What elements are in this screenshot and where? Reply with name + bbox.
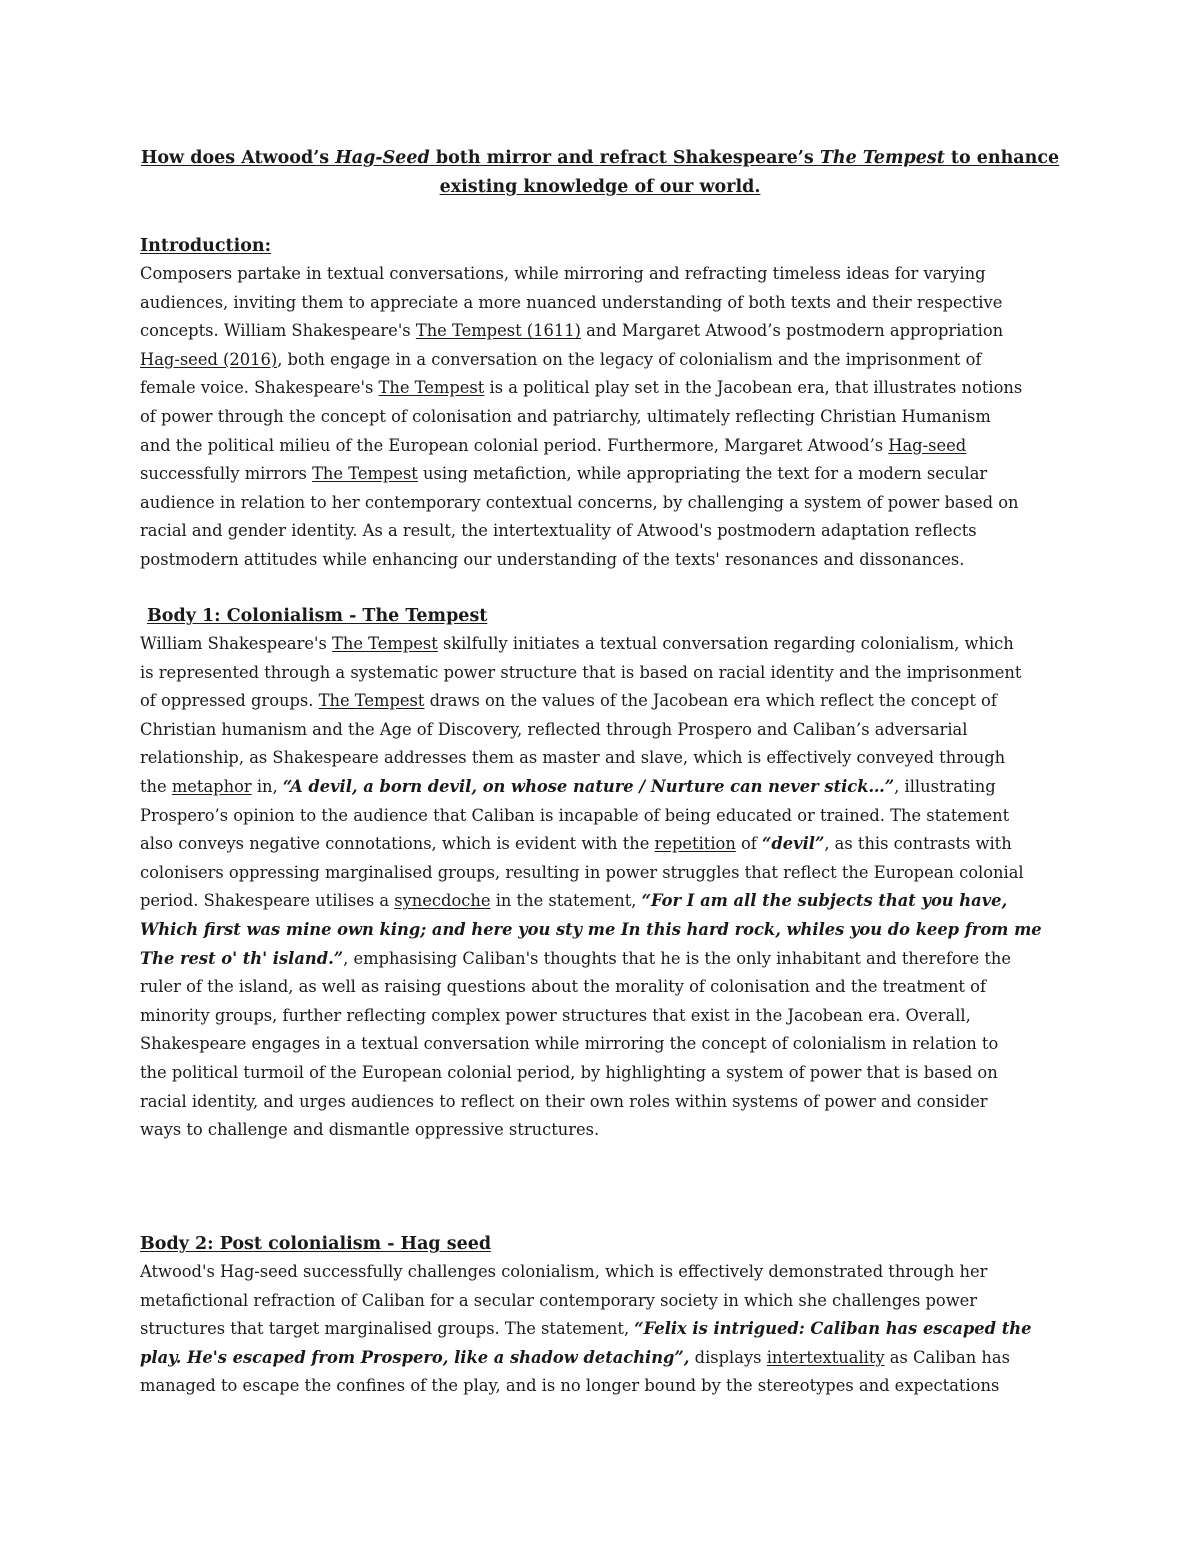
quotation-line: Which first was mine own king; and here you sty me In this hard rock, whiles you do keep from me — [140, 919, 1042, 939]
title-line-2: existing knowledge of our world. — [439, 177, 761, 197]
text-run: displays — [689, 1347, 767, 1367]
text-line: colonisers oppressing marginalised groups, resulting in power struggles that reflect the European colonial — [140, 862, 1024, 882]
quotation: The rest o' th' island.” — [140, 948, 344, 968]
text-line: Composers partake in textual conversations, while mirroring and refracting timeless ideas for varying — [140, 264, 986, 283]
text-line: relationship, as Shakespeare addresses them as master and slave, which is effectively conveyed through — [140, 748, 1006, 768]
quotation: play. He's escaped from Prospero, like a shadow detaching”, — [140, 1347, 690, 1367]
text-run: , emphasising Caliban's thoughts that he is the only inhabitant and therefore the — [343, 948, 1012, 968]
text-run: , as this contrasts with — [824, 834, 1012, 854]
text-line — [140, 374, 1070, 403]
underlined-title: The Tempest — [318, 691, 425, 711]
text-run: using metafiction, while appropriating the text for a modern secular — [417, 464, 988, 484]
text-line: racial identity, and urges audiences to reflect on their own roles within systems of power and consider — [140, 1091, 988, 1111]
text-line: Shakespeare engages in a textual conversation while mirroring the concept of colonialism in relation to — [140, 1034, 999, 1054]
text-run: successfully mirrors — [140, 464, 313, 484]
text-run: , illustrating — [894, 776, 996, 796]
text-line — [140, 773, 1070, 802]
text-run: draws on the values of the Jacobean era which reflect the concept of — [424, 691, 997, 711]
quotation: “A devil, a born devil, on whose nature / Nurture can never stick…” — [282, 776, 895, 796]
text-line — [140, 687, 1070, 716]
title-line-1 — [140, 144, 1060, 173]
text-run: also conveys negative connotations, which is evident with the — [140, 834, 655, 854]
text-run: and Margaret Atwood’s postmodern appropriation — [580, 321, 1004, 341]
underlined-title: The Tempest (1611) — [415, 321, 581, 341]
text-line: audiences, inviting them to appreciate a more nuanced understanding of both texts and their respective — [140, 292, 1003, 312]
text-line — [140, 432, 1070, 461]
text-line — [140, 1315, 1070, 1344]
text-line: ways to challenge and dismantle oppressive structures. — [140, 1120, 600, 1140]
text-line — [140, 460, 1070, 489]
text-run: in, — [251, 776, 283, 796]
underlined-title: The Tempest — [312, 464, 418, 484]
title-text: to enhance — [944, 148, 1060, 168]
title-text: How does Atwood’s — [140, 148, 336, 168]
text-line: ruler of the island, as well as raising questions about the morality of colonisation and the treatment of — [140, 977, 986, 997]
body-1-heading: Body 1: Colonialism - The Tempest — [147, 606, 488, 626]
text-line: is represented through a systematic power structure that is based on racial identity and the imprisonment — [140, 662, 1022, 682]
introduction-heading: Introduction: — [140, 236, 272, 256]
introduction-paragraph — [140, 260, 1070, 575]
text-line: postmodern attitudes while enhancing our understanding of the texts' resonances and dissonances. — [140, 549, 965, 569]
text-line — [140, 346, 1070, 375]
text-line: of power through the concept of colonisation and patriarchy, ultimately reflecting Christian Humanism — [140, 406, 991, 426]
text-run: William Shakespeare's — [140, 634, 332, 653]
text-line — [140, 830, 1070, 859]
body-1-paragraph — [140, 630, 1070, 1145]
text-run: as Caliban has — [884, 1347, 1010, 1367]
text-run: is a political play set in the Jacobean era, that illustrates notions — [484, 378, 1023, 398]
body-2-paragraph — [140, 1258, 1070, 1401]
text-run: the — [140, 776, 172, 796]
text-run: of oppressed groups. — [140, 691, 319, 711]
text-line — [140, 945, 1070, 974]
text-line — [140, 630, 1070, 659]
text-run: in the statement, — [490, 891, 642, 911]
underlined-term: metaphor — [171, 776, 252, 796]
text-line: managed to escape the confines of the play, and is no longer bound by the stereotypes and expectations — [140, 1376, 1000, 1396]
text-run: and the political milieu of the European colonial period. Furthermore, Margaret Atwood’s — [140, 435, 889, 455]
text-run: , both engage in a conversation on the legacy of colonialism and the imprisonment of — [277, 349, 982, 369]
text-line: Atwood's Hag-seed successfully challenges colonialism, which is effectively demonstrated through her — [140, 1262, 988, 1281]
text-line: audience in relation to her contemporary contextual concerns, by challenging a system of power based on — [140, 492, 1019, 512]
text-line — [140, 317, 1070, 346]
text-line: metafictional refraction of Caliban for a secular contemporary society in which she challenges power — [140, 1290, 978, 1310]
underlined-term: intertextuality — [766, 1347, 885, 1367]
text-line: minority groups, further reflecting complex power structures that exist in the Jacobean era. Overall, — [140, 1005, 971, 1025]
text-line — [140, 887, 1070, 916]
essay-title — [140, 144, 1060, 202]
title-text: both mirror and refract Shakespeare’s — [429, 148, 820, 168]
text-line: Christian humanism and the Age of Discovery, reflected through Prospero and Caliban’s adversarial — [140, 719, 968, 739]
text-run: structures that target marginalised groups. The statement, — [140, 1319, 635, 1339]
underlined-term: synecdoche — [394, 891, 491, 911]
underlined-title: The Tempest — [378, 378, 485, 398]
body-2-heading: Body 2: Post colonialism - Hag seed — [140, 1234, 492, 1254]
underlined-title: Hag-seed — [888, 435, 967, 455]
underlined-title: The Tempest — [332, 634, 438, 653]
quotation: “For I am all the subjects that you have, — [641, 891, 1008, 911]
text-line: the political turmoil of the European colonial period, by highlighting a system of power that is based on — [140, 1062, 998, 1082]
text-run: of — [735, 834, 762, 854]
text-line: Prospero’s opinion to the audience that Caliban is incapable of being educated or trained. The statement — [140, 805, 1010, 825]
text-line — [140, 1344, 1070, 1373]
title-italic-hag-seed: Hag-Seed — [335, 148, 430, 168]
underlined-term: repetition — [654, 834, 736, 854]
quotation: “Felix is intrigued: Caliban has escaped the — [634, 1319, 1032, 1339]
text-run: female voice. Shakespeare's — [140, 378, 379, 398]
text-run: skilfully initiates a textual conversation regarding colonialism, which — [437, 634, 1014, 653]
text-run: period. Shakespeare utilises a — [140, 891, 395, 911]
text-run: concepts. William Shakespeare's — [140, 321, 416, 341]
title-italic-tempest: The Tempest — [819, 148, 945, 168]
text-line: racial and gender identity. As a result, the intertextuality of Atwood's postmodern adaptation reflects — [140, 521, 977, 541]
underlined-title: Hag-seed (2016) — [140, 349, 278, 369]
quotation: “devil” — [762, 834, 825, 854]
